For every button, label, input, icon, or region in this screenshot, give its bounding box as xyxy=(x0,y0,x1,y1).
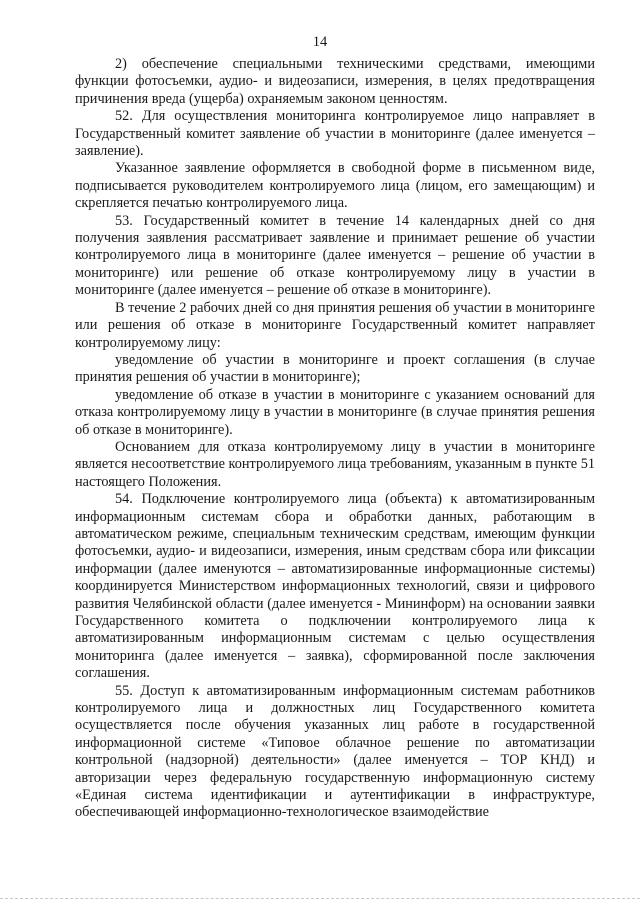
paragraph-application-form: Указанное заявление оформляется в свободной форме в письменном виде, подписывается руководителем контролируемого лица (лицом, его замещающим) и скрепляется печатью контролируемого лица. xyxy=(75,160,595,212)
paragraph-55: 55. Доступ к автоматизированным информационным системам работников контролируемого лица и должностных лиц Государственного комитета осуществляется после обучения указанных лиц работе в государственной информационной системе «Типовое облачное решение по автоматизации контрольной (надзорной) деятельности» (далее именуется – ТОР КНД) и авторизации через федеральную государственную информационную систему «Единая система идентификации и аутентификации в инфраструктуре, обеспечивающей информационно-технологическое взаимодействие xyxy=(75,682,595,821)
paragraph-54: 54. Подключение контролируемого лица (объекта) к автоматизированным информационным системам сбора и обработки данных, работающим в автоматическом режиме, специальным техническим средствам, имеющим функции фотосъемки, аудио- и видеозаписи, измерения, иным средствам сбора или фиксации информации (далее именуются – автоматизированные информационные системы) координируется Министерством информационных технологий, связи и цифрового развития Челябинской области (далее именуется - Mининформ) на основании заявки Государственного комитета о подключении контролируемого лица к автоматизированным информационным системам с целью осуществления мониторинга (далее именуется – заявка), сформированной после заключения соглашения. xyxy=(75,491,595,682)
paragraph-notification-term: В течение 2 рабочих дней со дня принятия решения об участии в мониторинге или решения об отказе в мониторинге Государственный комитет направляет контролируемому лицу: xyxy=(75,299,595,351)
paragraph-52: 52. Для осуществления мониторинга контролируемое лицо направляет в Государственный комитет заявление об участии в мониторинге (далее именуется – заявление). xyxy=(75,108,595,160)
document-body xyxy=(75,56,595,822)
page-number: 14 xyxy=(312,34,328,50)
paragraph-notice-refusal: уведомление об отказе в участии в мониторинге с указанием оснований для отказа контролируемому лицу в участии в мониторинге (в случае принятия решения об отказе в мониторинге). xyxy=(75,386,595,438)
scan-edge-divider xyxy=(0,898,640,900)
paragraph-refusal-grounds: Основанием для отказа контролируемому лицу в участии в мониторинге является несоответствие контролируемого лица требованиям, указанным в пункте 51 настоящего Положения. xyxy=(75,438,595,490)
paragraph-item-2-end: 2) обеспечение специальными техническими средствами, имеющими функции фотосъемки, аудио- и видеозаписи, измерения, в целях предотвращения причинения вреда (ущерба) охраняемым законом ценностям. xyxy=(75,56,595,107)
paragraph-53: 53. Государственный комитет в течение 14 календарных дней со дня получения заявления рассматривает заявление и принимает решение об участии контролируемого лица в мониторинге (далее именуется – решение об участии в мониторинге) или решение об отказе контролируемому лицу в участии в мониторинге (далее именуется – решение об отказе в мониторинге). xyxy=(75,212,595,299)
paragraph-notice-participation: уведомление об участии в мониторинге и проект соглашения (в случае принятия решения об участии в мониторинге); xyxy=(75,351,595,386)
